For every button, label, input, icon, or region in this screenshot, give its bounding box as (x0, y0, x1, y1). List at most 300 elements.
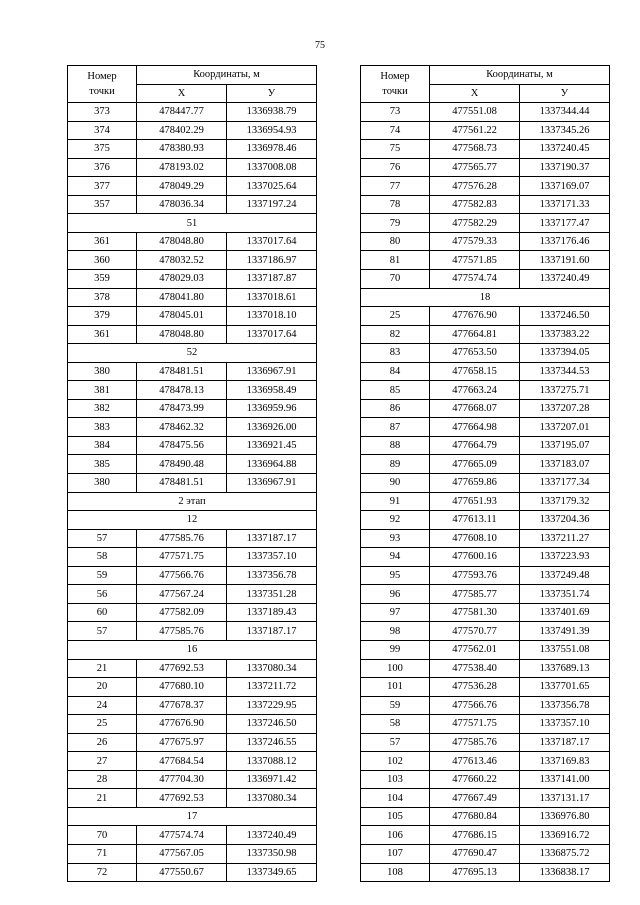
x-coordinate-cell: 478481.51 (137, 362, 227, 381)
table-row (361, 436, 610, 455)
table-row (68, 622, 317, 641)
x-coordinate-cell: 478481.51 (137, 474, 227, 493)
point-number-cell: 59 (361, 696, 430, 715)
point-number-cell: 81 (361, 251, 430, 270)
point-number-cell: 97 (361, 603, 430, 622)
y-coordinate-cell: 1337207.01 (520, 418, 610, 437)
y-coordinate-cell: 1336954.93 (227, 121, 317, 140)
x-header: X (137, 84, 227, 103)
x-coordinate-cell: 477704.30 (137, 770, 227, 789)
table-row (68, 232, 317, 251)
point-number-cell: 20 (68, 678, 137, 697)
point-number-cell: 361 (68, 232, 137, 251)
table-body (68, 103, 317, 882)
table-row (361, 678, 610, 697)
x-coordinate-cell: 477566.76 (430, 696, 520, 715)
x-coordinate-cell: 477574.74 (430, 270, 520, 289)
section-row (361, 288, 610, 307)
point-number-cell: 377 (68, 177, 137, 196)
y-coordinate-cell: 1336838.17 (520, 863, 610, 882)
x-coordinate-cell: 477585.76 (137, 529, 227, 548)
point-number-cell: 88 (361, 436, 430, 455)
point-number-cell: 96 (361, 585, 430, 604)
point-number-cell: 27 (68, 752, 137, 771)
x-coordinate-cell: 478048.80 (137, 325, 227, 344)
point-number-cell: 60 (68, 603, 137, 622)
y-coordinate-cell: 1336921.45 (227, 436, 317, 455)
x-coordinate-cell: 477568.73 (430, 140, 520, 159)
x-coordinate-cell: 477582.83 (430, 195, 520, 214)
point-number-header-line2: точки (89, 86, 115, 98)
point-number-cell: 378 (68, 288, 137, 307)
point-number-cell: 373 (68, 103, 137, 122)
y-coordinate-cell: 1337018.10 (227, 307, 317, 326)
section-label: 16 (68, 640, 317, 659)
y-coordinate-cell: 1336978.46 (227, 140, 317, 159)
point-number-cell: 80 (361, 232, 430, 251)
point-number-cell: 91 (361, 492, 430, 511)
point-number-cell: 361 (68, 325, 137, 344)
point-number-cell: 106 (361, 826, 430, 845)
table-row (361, 603, 610, 622)
y-coordinate-cell: 1337017.64 (227, 232, 317, 251)
y-header: У (227, 84, 317, 103)
y-coordinate-cell: 1336967.91 (227, 474, 317, 493)
section-label: 18 (361, 288, 610, 307)
y-coordinate-cell: 1337183.07 (520, 455, 610, 474)
point-number-cell: 57 (68, 622, 137, 641)
x-coordinate-cell: 477582.09 (137, 603, 227, 622)
coordinates-header: Координаты, м (137, 66, 317, 85)
x-coordinate-cell: 477676.90 (137, 715, 227, 734)
coordinates-table-right (360, 65, 610, 882)
section-label: 52 (68, 344, 317, 363)
y-coordinate-cell: 1337246.50 (227, 715, 317, 734)
x-coordinate-cell: 477562.01 (430, 640, 520, 659)
point-number-cell: 87 (361, 418, 430, 437)
section-row (68, 492, 317, 511)
table-row (68, 177, 317, 196)
point-number-cell: 25 (361, 307, 430, 326)
table-row (361, 752, 610, 771)
x-coordinate-cell: 477593.76 (430, 566, 520, 585)
y-coordinate-cell: 1337179.32 (520, 492, 610, 511)
table-row (68, 362, 317, 381)
y-coordinate-cell: 1337177.34 (520, 474, 610, 493)
y-coordinate-cell: 1337177.47 (520, 214, 610, 233)
x-coordinate-cell: 477680.84 (430, 807, 520, 826)
table-row (361, 399, 610, 418)
y-coordinate-cell: 1337017.64 (227, 325, 317, 344)
x-coordinate-cell: 477692.53 (137, 659, 227, 678)
point-number-cell: 359 (68, 270, 137, 289)
y-coordinate-cell: 1336938.79 (227, 103, 317, 122)
y-coordinate-cell: 1336971.42 (227, 770, 317, 789)
point-number-cell: 101 (361, 678, 430, 697)
y-coordinate-cell: 1337351.74 (520, 585, 610, 604)
page-number: 75 (315, 40, 325, 51)
point-number-cell: 104 (361, 789, 430, 808)
x-coordinate-cell: 477664.98 (430, 418, 520, 437)
table-row (68, 158, 317, 177)
x-coordinate-cell: 477581.30 (430, 603, 520, 622)
y-header: У (520, 84, 610, 103)
x-coordinate-cell: 477668.07 (430, 399, 520, 418)
y-coordinate-cell: 1337211.72 (227, 678, 317, 697)
table-row (68, 121, 317, 140)
table-row (361, 418, 610, 437)
x-coordinate-cell: 477551.08 (430, 103, 520, 122)
y-coordinate-cell: 1337357.10 (227, 548, 317, 567)
x-coordinate-cell: 477566.76 (137, 566, 227, 585)
section-row (68, 511, 317, 530)
x-coordinate-cell: 477695.13 (430, 863, 520, 882)
section-row (68, 214, 317, 233)
y-coordinate-cell: 1337551.08 (520, 640, 610, 659)
point-number-cell: 21 (68, 789, 137, 808)
point-number-cell: 59 (68, 566, 137, 585)
y-coordinate-cell: 1337249.48 (520, 566, 610, 585)
y-coordinate-cell: 1337275.71 (520, 381, 610, 400)
table-row (361, 511, 610, 530)
point-number-cell: 102 (361, 752, 430, 771)
y-coordinate-cell: 1337080.34 (227, 659, 317, 678)
point-number-cell: 90 (361, 474, 430, 493)
y-coordinate-cell: 1337204.36 (520, 511, 610, 530)
y-coordinate-cell: 1337345.26 (520, 121, 610, 140)
point-number-cell: 360 (68, 251, 137, 270)
point-number-cell: 380 (68, 474, 137, 493)
x-coordinate-cell: 477692.53 (137, 789, 227, 808)
point-number-cell: 84 (361, 362, 430, 381)
point-number-header (68, 66, 137, 103)
table-row (68, 863, 317, 882)
y-coordinate-cell: 1337349.65 (227, 863, 317, 882)
table-row (68, 844, 317, 863)
x-coordinate-cell: 477678.37 (137, 696, 227, 715)
table-row (361, 214, 610, 233)
y-coordinate-cell: 1337088.12 (227, 752, 317, 771)
y-coordinate-cell: 1337351.28 (227, 585, 317, 604)
y-coordinate-cell: 1337169.07 (520, 177, 610, 196)
section-label: 12 (68, 511, 317, 530)
x-coordinate-cell: 477613.11 (430, 511, 520, 530)
point-number-header-line1: Номер (380, 71, 410, 83)
x-coordinate-cell: 478473.99 (137, 399, 227, 418)
table-row (361, 474, 610, 493)
y-coordinate-cell: 1336926.00 (227, 418, 317, 437)
table-row (68, 696, 317, 715)
x-coordinate-cell: 477664.79 (430, 436, 520, 455)
table-row (68, 251, 317, 270)
x-coordinate-cell: 477585.76 (430, 733, 520, 752)
point-number-cell: 79 (361, 214, 430, 233)
y-coordinate-cell: 1337246.50 (520, 307, 610, 326)
table-row (68, 826, 317, 845)
point-number-cell: 380 (68, 362, 137, 381)
x-coordinate-cell: 478478.13 (137, 381, 227, 400)
coordinates-table-left (67, 65, 317, 882)
point-number-cell: 86 (361, 399, 430, 418)
y-coordinate-cell: 1337350.98 (227, 844, 317, 863)
y-coordinate-cell: 1337187.17 (520, 733, 610, 752)
x-coordinate-cell: 478049.29 (137, 177, 227, 196)
table-row (361, 103, 610, 122)
x-coordinate-cell: 477665.09 (430, 455, 520, 474)
y-coordinate-cell: 1337190.37 (520, 158, 610, 177)
x-coordinate-cell: 478045.01 (137, 307, 227, 326)
table-row (361, 807, 610, 826)
table-row (361, 325, 610, 344)
y-coordinate-cell: 1336958.49 (227, 381, 317, 400)
table-row (68, 140, 317, 159)
y-coordinate-cell: 1337383.22 (520, 325, 610, 344)
table-row (68, 288, 317, 307)
point-number-cell: 71 (68, 844, 137, 863)
table-row (361, 622, 610, 641)
point-number-cell: 385 (68, 455, 137, 474)
section-label: 51 (68, 214, 317, 233)
x-header: X (430, 84, 520, 103)
y-coordinate-cell: 1336967.91 (227, 362, 317, 381)
y-coordinate-cell: 1337701.65 (520, 678, 610, 697)
table-row (68, 733, 317, 752)
y-coordinate-cell: 1337394.05 (520, 344, 610, 363)
table-row (68, 381, 317, 400)
x-coordinate-cell: 478447.77 (137, 103, 227, 122)
point-number-cell: 375 (68, 140, 137, 159)
point-number-cell: 384 (68, 436, 137, 455)
x-coordinate-cell: 478475.56 (137, 436, 227, 455)
point-number-cell: 100 (361, 659, 430, 678)
x-coordinate-cell: 477571.75 (137, 548, 227, 567)
x-coordinate-cell: 477680.10 (137, 678, 227, 697)
table-row (68, 548, 317, 567)
table-row (361, 789, 610, 808)
x-coordinate-cell: 477585.77 (430, 585, 520, 604)
x-coordinate-cell: 477660.22 (430, 770, 520, 789)
table-row (68, 770, 317, 789)
point-number-cell: 92 (361, 511, 430, 530)
point-number-header (361, 66, 430, 103)
x-coordinate-cell: 477684.54 (137, 752, 227, 771)
point-number-cell: 94 (361, 548, 430, 567)
table-row (68, 325, 317, 344)
y-coordinate-cell: 1337207.28 (520, 399, 610, 418)
x-coordinate-cell: 477567.05 (137, 844, 227, 863)
y-coordinate-cell: 1337344.53 (520, 362, 610, 381)
y-coordinate-cell: 1337080.34 (227, 789, 317, 808)
point-number-cell: 95 (361, 566, 430, 585)
table-row (68, 436, 317, 455)
x-coordinate-cell: 477686.15 (430, 826, 520, 845)
point-number-cell: 103 (361, 770, 430, 789)
section-label: 17 (68, 807, 317, 826)
x-coordinate-cell: 477676.90 (430, 307, 520, 326)
x-coordinate-cell: 478041.80 (137, 288, 227, 307)
x-coordinate-cell: 478029.03 (137, 270, 227, 289)
point-number-cell: 374 (68, 121, 137, 140)
table-row (361, 362, 610, 381)
y-coordinate-cell: 1337131.17 (520, 789, 610, 808)
point-number-cell: 58 (68, 548, 137, 567)
table-row (68, 715, 317, 734)
y-coordinate-cell: 1337401.69 (520, 603, 610, 622)
x-coordinate-cell: 477663.24 (430, 381, 520, 400)
point-number-cell: 89 (361, 455, 430, 474)
point-number-cell: 24 (68, 696, 137, 715)
table-row (361, 158, 610, 177)
table-row (68, 678, 317, 697)
y-coordinate-cell: 1337246.55 (227, 733, 317, 752)
y-coordinate-cell: 1337211.27 (520, 529, 610, 548)
point-number-cell: 108 (361, 863, 430, 882)
point-number-cell: 85 (361, 381, 430, 400)
y-coordinate-cell: 1337187.17 (227, 529, 317, 548)
table-row (361, 715, 610, 734)
x-coordinate-cell: 477659.86 (430, 474, 520, 493)
table-row (361, 844, 610, 863)
x-coordinate-cell: 477567.24 (137, 585, 227, 604)
point-number-cell: 99 (361, 640, 430, 659)
x-coordinate-cell: 477570.77 (430, 622, 520, 641)
x-coordinate-cell: 477576.28 (430, 177, 520, 196)
x-coordinate-cell: 477690.47 (430, 844, 520, 863)
x-coordinate-cell: 477658.15 (430, 362, 520, 381)
table-row (68, 566, 317, 585)
table-row (361, 863, 610, 882)
table-row (361, 251, 610, 270)
point-number-cell: 105 (361, 807, 430, 826)
table-row (361, 585, 610, 604)
point-number-cell: 381 (68, 381, 137, 400)
x-coordinate-cell: 477608.10 (430, 529, 520, 548)
point-number-cell: 357 (68, 195, 137, 214)
table-row (68, 270, 317, 289)
x-coordinate-cell: 477550.67 (137, 863, 227, 882)
x-coordinate-cell: 477561.22 (430, 121, 520, 140)
table-row (361, 696, 610, 715)
x-coordinate-cell: 477664.81 (430, 325, 520, 344)
y-coordinate-cell: 1337187.87 (227, 270, 317, 289)
x-coordinate-cell: 477536.28 (430, 678, 520, 697)
x-coordinate-cell: 477675.97 (137, 733, 227, 752)
table-row (361, 121, 610, 140)
y-coordinate-cell: 1337171.33 (520, 195, 610, 214)
y-coordinate-cell: 1337229.95 (227, 696, 317, 715)
x-coordinate-cell: 478032.52 (137, 251, 227, 270)
y-coordinate-cell: 1337223.93 (520, 548, 610, 567)
table-row (361, 659, 610, 678)
section-label: 2 этап (68, 492, 317, 511)
point-number-cell: 379 (68, 307, 137, 326)
x-coordinate-cell: 477667.49 (430, 789, 520, 808)
y-coordinate-cell: 1337195.07 (520, 436, 610, 455)
point-number-cell: 74 (361, 121, 430, 140)
table-row (361, 826, 610, 845)
section-row (68, 640, 317, 659)
y-coordinate-cell: 1337141.00 (520, 770, 610, 789)
x-coordinate-cell: 478048.80 (137, 232, 227, 251)
x-coordinate-cell: 478036.34 (137, 195, 227, 214)
point-number-cell: 57 (68, 529, 137, 548)
point-number-cell: 28 (68, 770, 137, 789)
point-number-cell: 70 (68, 826, 137, 845)
table-row (361, 270, 610, 289)
y-coordinate-cell: 1337169.83 (520, 752, 610, 771)
table-row (361, 529, 610, 548)
table-row (361, 177, 610, 196)
y-coordinate-cell: 1337187.17 (227, 622, 317, 641)
table-row (68, 752, 317, 771)
point-number-cell: 376 (68, 158, 137, 177)
table-row (361, 307, 610, 326)
y-coordinate-cell: 1337176.46 (520, 232, 610, 251)
x-coordinate-cell: 477651.93 (430, 492, 520, 511)
y-coordinate-cell: 1337356.78 (227, 566, 317, 585)
y-coordinate-cell: 1337008.08 (227, 158, 317, 177)
table-row (361, 770, 610, 789)
x-coordinate-cell: 477582.29 (430, 214, 520, 233)
x-coordinate-cell: 477571.75 (430, 715, 520, 734)
point-number-cell: 57 (361, 733, 430, 752)
point-number-cell: 82 (361, 325, 430, 344)
table-row (361, 640, 610, 659)
y-coordinate-cell: 1336964.88 (227, 455, 317, 474)
point-number-cell: 83 (361, 344, 430, 363)
x-coordinate-cell: 477574.74 (137, 826, 227, 845)
table-row (68, 603, 317, 622)
x-coordinate-cell: 477653.50 (430, 344, 520, 363)
point-number-header-line2: точки (382, 86, 408, 98)
y-coordinate-cell: 1337344.44 (520, 103, 610, 122)
section-row (68, 807, 317, 826)
y-coordinate-cell: 1337689.13 (520, 659, 610, 678)
x-coordinate-cell: 478380.93 (137, 140, 227, 159)
point-number-cell: 58 (361, 715, 430, 734)
table-row (68, 474, 317, 493)
table-row (68, 103, 317, 122)
table-body (361, 103, 610, 882)
y-coordinate-cell: 1337018.61 (227, 288, 317, 307)
y-coordinate-cell: 1337191.60 (520, 251, 610, 270)
x-coordinate-cell: 478490.48 (137, 455, 227, 474)
y-coordinate-cell: 1337186.97 (227, 251, 317, 270)
point-number-cell: 76 (361, 158, 430, 177)
point-number-cell: 93 (361, 529, 430, 548)
table-row (68, 418, 317, 437)
x-coordinate-cell: 477579.33 (430, 232, 520, 251)
y-coordinate-cell: 1336976.80 (520, 807, 610, 826)
table-row (68, 789, 317, 808)
x-coordinate-cell: 478462.32 (137, 418, 227, 437)
y-coordinate-cell: 1336959.96 (227, 399, 317, 418)
table-row (68, 585, 317, 604)
point-number-cell: 56 (68, 585, 137, 604)
table-row (68, 529, 317, 548)
y-coordinate-cell: 1337356.78 (520, 696, 610, 715)
y-coordinate-cell: 1337240.49 (227, 826, 317, 845)
table-row (361, 232, 610, 251)
table-row (361, 733, 610, 752)
y-coordinate-cell: 1337491.39 (520, 622, 610, 641)
coordinates-header: Координаты, м (430, 66, 610, 85)
y-coordinate-cell: 1337189.43 (227, 603, 317, 622)
table-row (68, 399, 317, 418)
table-row (361, 492, 610, 511)
y-coordinate-cell: 1337240.45 (520, 140, 610, 159)
x-coordinate-cell: 478402.29 (137, 121, 227, 140)
